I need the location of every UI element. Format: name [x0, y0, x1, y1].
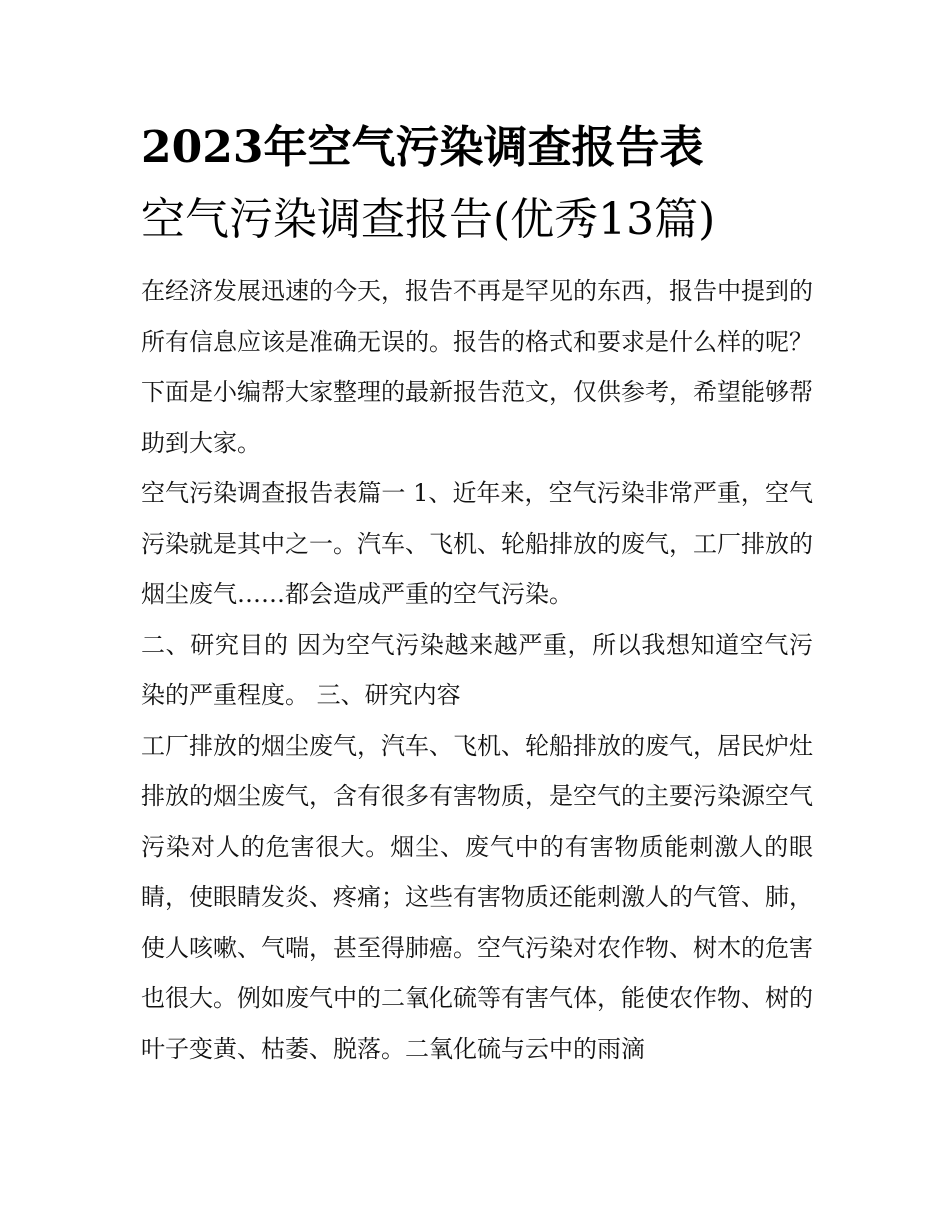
paragraph-intro: 在经济发展迅速的今天，报告不再是罕见的东西，报告中提到的所有信息应该是准确无误的。报告的格式和要求是什么样的呢？下面是小编帮大家整理的最新报告范文，仅供参考，希望能够帮助到大家。: [141, 277, 813, 457]
paragraph-section-1: 空气污染调查报告表篇一 1、近年来，空气污染非常严重，空气污染就是其中之一。汽车、飞机、轮船排放的废气，工厂排放的烟尘废气……都会造成严重的空气污染。: [141, 479, 813, 608]
document-title-line-2: 空气污染调查报告(优秀13篇): [141, 194, 716, 245]
paragraph-research-purpose: 二、研究目的 因为空气污染越来越严重，所以我想知道空气污染的严重程度。 三、研究内容: [141, 630, 813, 709]
paragraph-research-content: 工厂排放的烟尘废气，汽车、飞机、轮船排放的废气，居民炉灶排放的烟尘废气，含有很多有害物质，是空气的主要污染源空气污染对人的危害很大。烟尘、废气中的有害物质能刺激人的眼睛，使眼睛发炎、疼痛；这些有害物质还能刺激人的气管、肺，使人咳嗽、气喘，甚至得肺癌。空气污染对农作物、树木的危害也很大。例如废气中的二氧化硫等有害气体，能使农作物、树的叶子变黄、枯萎、脱落。二氧化硫与云中的雨滴: [141, 731, 813, 1063]
document-title-line-1: 2023年空气污染调查报告表: [141, 122, 704, 173]
document-body: [141, 266, 813, 1074]
document-content: [141, 118, 813, 1074]
